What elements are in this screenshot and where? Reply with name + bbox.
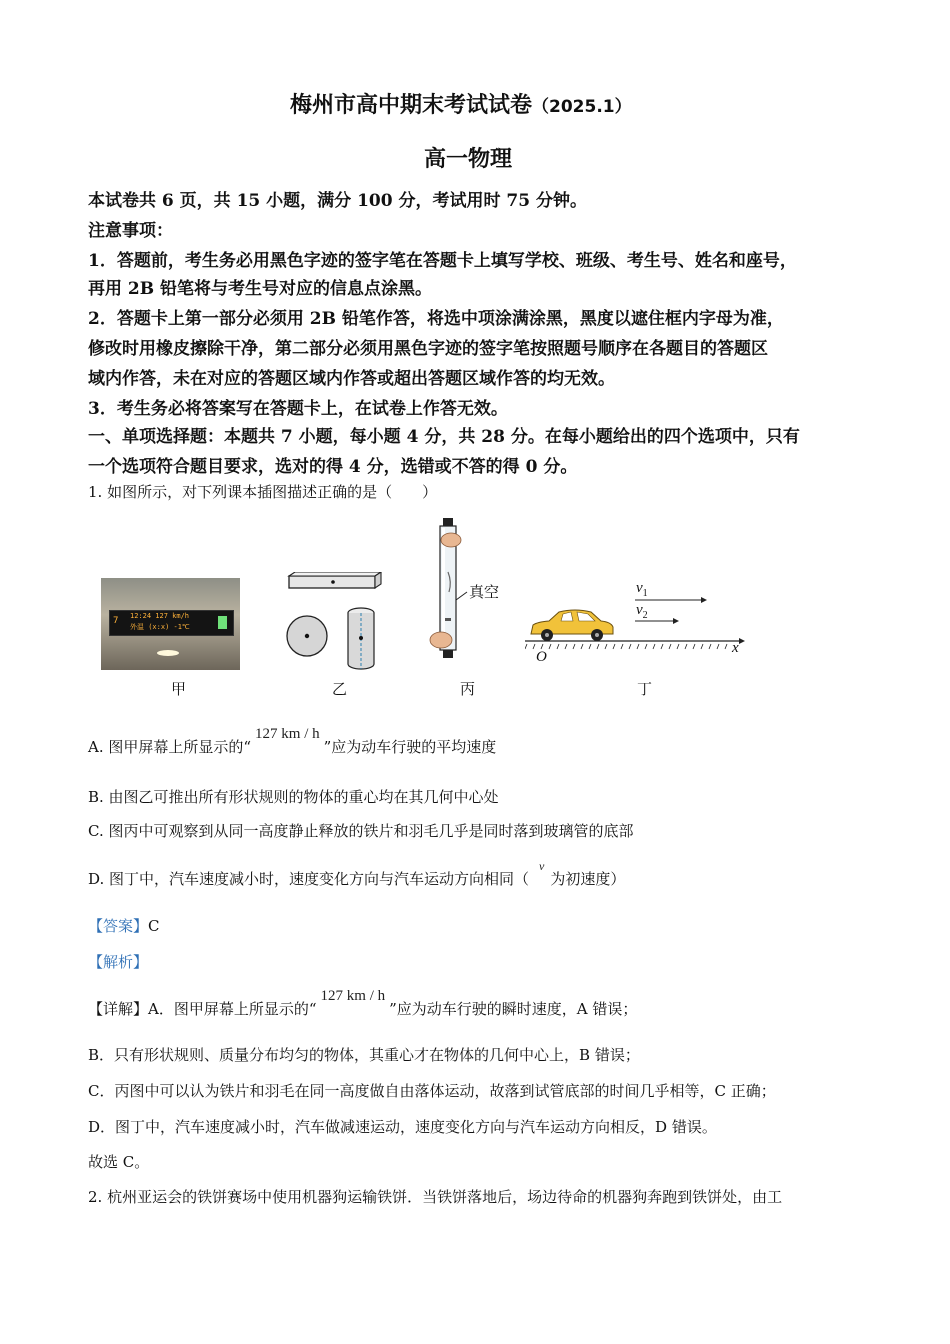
figure-yi-drawing	[281, 572, 391, 682]
option-d-pre: D. 图丁中，汽车速度减小时，速度变化方向与汽车运动方向相同（	[88, 870, 530, 888]
screen-number: 7	[113, 616, 119, 626]
origin-label: O	[536, 649, 547, 665]
option-a-pre: A. 图甲屏幕上所显示的“	[88, 738, 252, 756]
note-3: 3．考生务必将答案写在答题卡上，在试卷上作答无效。	[88, 399, 508, 419]
iron-piece	[445, 618, 451, 621]
x-axis-label: x	[732, 640, 739, 656]
exam-info: 本试卷共 6 页，共 15 小题，满分 100 分，考试用时 75 分钟。	[88, 191, 587, 211]
detail-b: B．只有形状规则、质量分布均匀的物体，其重心才在物体的几何中心上，B 错误；	[88, 1046, 640, 1064]
note-2-line-1: 2．答题卡上第一部分必须用 2B 铅笔作答，将选中项涂满涂黑，黑度以遮住框内字母为准，	[88, 309, 784, 329]
title-main: 梅州市高中期末考试试卷	[290, 93, 533, 118]
figure-bing-drawing	[423, 512, 513, 672]
question-1-stem: 1. 如图所示，对下列课本插图描述正确的是（ ）	[88, 483, 438, 501]
option-b: B. 由图乙可推出所有形状规则的物体的重心均在其几何中心处	[88, 788, 499, 806]
detail-a-math: 127 km / h	[320, 988, 386, 1004]
v2-symbol: v	[636, 602, 643, 618]
train-screen	[109, 610, 234, 636]
detail-a-pre: A．图甲屏幕上所显示的“	[148, 1000, 317, 1018]
figure-label-ding: 丁	[637, 680, 653, 698]
screen-line-1: 12:24 127 km/h	[130, 612, 190, 620]
title-date: （2025.1）	[532, 97, 632, 117]
detail-a-post: ”应为动车行驶的瞬时速度，A 错误；	[389, 1000, 638, 1018]
figure-label-bing: 丙	[460, 680, 476, 698]
detail-d: D．图丁中，汽车速度减小时，汽车做减速运动，速度变化方向与汽车运动方向相反，D 错误。	[88, 1118, 717, 1136]
question-2-stem: 2. 杭州亚运会的铁饼赛场中使用机器狗运输铁饼．当铁饼落地后，场边待命的机器狗奔跑到铁饼处，由工	[88, 1188, 783, 1206]
figure-label-yi: 乙	[332, 680, 348, 698]
v1-subscript: 1	[642, 588, 648, 599]
analysis-tag: 【解析】	[88, 953, 149, 971]
conclusion: 故选 C。	[88, 1153, 150, 1171]
v1-symbol: v	[636, 580, 643, 596]
screen-line-2: 外温 (x:x) -1℃	[130, 623, 190, 631]
page-subtitle: 高一物理	[424, 147, 513, 172]
option-d-post: 为初速度）	[550, 870, 626, 888]
v1-label	[636, 580, 648, 599]
detail-c: C．丙图中可以认为铁片和羽毛在同一高度做自由落体运动，故落到试管底部的时间几乎相等，C 正确；	[88, 1082, 776, 1100]
detail-a	[88, 988, 638, 1019]
figure-jia-photo	[101, 578, 240, 670]
v2-label	[636, 602, 648, 621]
note-1-line-1: 1．答题前，考生务必用黑色字迹的签字笔在答题卡上填写学校、班级、考生号、姓名和座号，	[88, 251, 797, 271]
option-c: C. 图丙中可观察到从同一高度静止释放的铁片和羽毛几乎是同时落到玻璃管的底部	[88, 822, 634, 840]
option-d	[88, 859, 626, 889]
screen-green-light	[218, 616, 227, 629]
note-1-line-2: 再用 2B 铅笔将与考生号对应的信息点涂黑。	[88, 279, 433, 299]
answer-tag: 【答案】	[88, 917, 149, 935]
page-title	[290, 88, 632, 119]
hand-bottom	[430, 632, 452, 648]
ceiling-light	[157, 650, 179, 656]
hand-top	[441, 533, 461, 547]
notes-heading: 注意事项：	[88, 221, 173, 241]
option-a-math: 127 km / h	[255, 726, 320, 742]
option-a	[88, 726, 497, 757]
detail-tag: 【详解】	[88, 1000, 149, 1018]
section-1-line-1: 一、单项选择题：本题共 7 小题，每小题 4 分，共 28 分。在每小题给出的四个选项中，只有	[88, 427, 800, 447]
option-d-math: v	[539, 859, 545, 873]
section-1-line-2: 一个选项符合题目要求，选对的得 4 分，选错或不答的得 0 分。	[88, 457, 578, 477]
note-2-line-3: 域内作答，未在对应的答题区域内作答或超出答题区域作答的均无效。	[88, 369, 615, 389]
answer-value: C	[148, 917, 160, 935]
option-a-post: ”应为动车行驶的平均速度	[323, 738, 497, 756]
vacuum-label: 真空	[469, 583, 500, 601]
note-2-line-2: 修改时用橡皮擦除干净，第二部分必须用黑色字迹的签字笔按照题号顺序在各题目的答题区	[88, 339, 768, 359]
figure-row	[95, 512, 855, 702]
figure-label-jia: 甲	[171, 680, 187, 698]
answer-line	[88, 915, 160, 936]
v2-subscript: 2	[642, 610, 648, 621]
